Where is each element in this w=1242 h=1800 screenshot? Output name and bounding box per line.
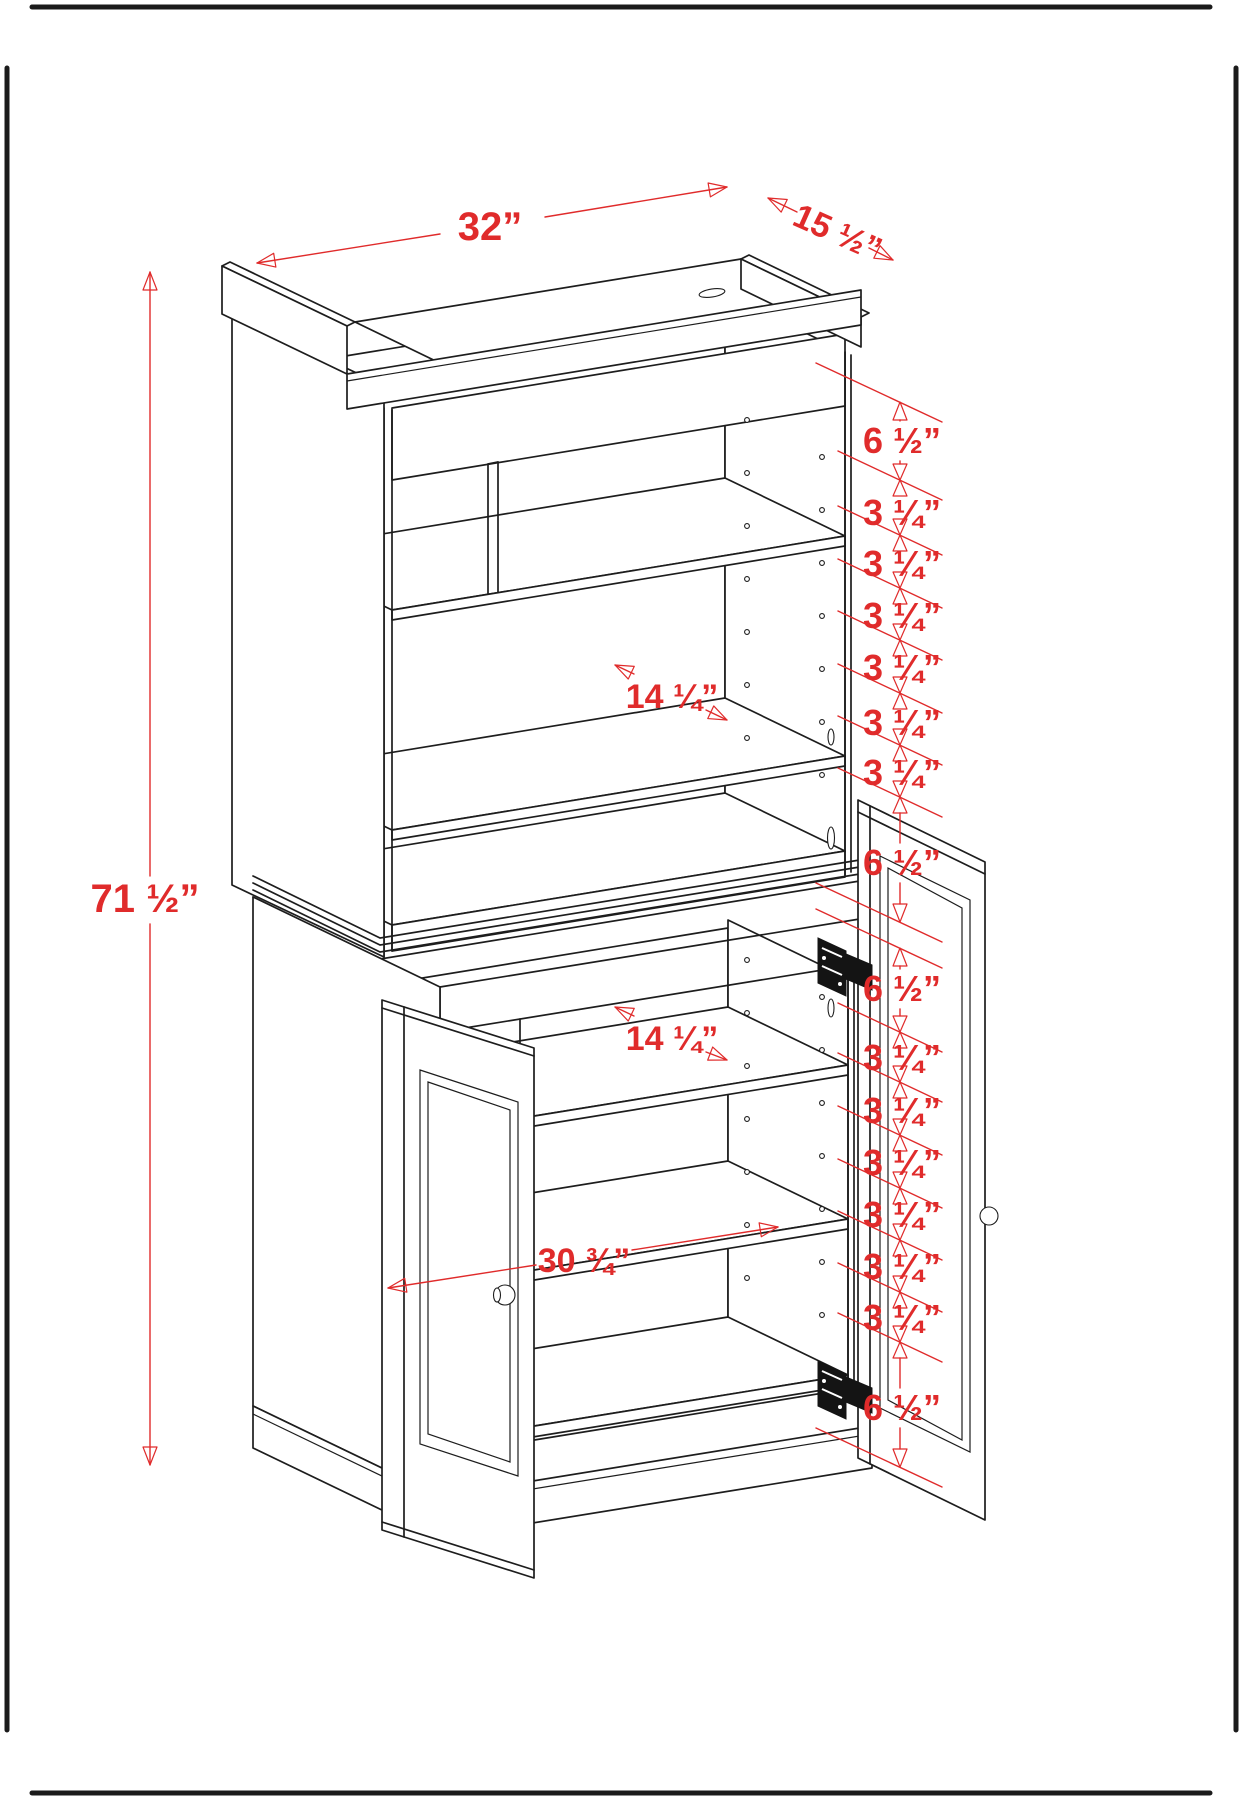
dimension-label-shelf-depth-lower: 14 ¼” (625, 1020, 719, 1058)
hutch-left-side (232, 314, 384, 957)
dimension-label-lower-shelf-spacing-7: 6 ½” (862, 1387, 942, 1428)
dimension-label-upper-shelf-spacing-2: 3 ¼” (862, 543, 942, 584)
dimension-label-upper-shelf-spacing-4: 3 ¼” (862, 647, 942, 688)
cabinet-right-wall (728, 920, 848, 1390)
dimension-label-lower-shelf-spacing-2: 3 ¼” (862, 1090, 942, 1131)
dimension-label-upper-shelf-spacing-1: 3 ¼” (862, 492, 942, 533)
dimension-label-lower-shelf-spacing-6: 3 ¼” (862, 1297, 942, 1338)
dimension-label-depth-top: 15 ½” (787, 196, 888, 270)
dimension-label-shelf-depth-upper: 14 ¼” (625, 678, 719, 716)
dimension-label-width-top: 32” (457, 205, 523, 249)
dimension-label-interior-width: 30 ¾” (537, 1242, 631, 1280)
base-cabinet (253, 858, 872, 1538)
dimension-label-lower-shelf-spacing-1: 3 ¼” (862, 1037, 942, 1078)
right-door-knob (980, 1207, 998, 1225)
dimension-label-lower-shelf-spacing-5: 3 ¼” (862, 1246, 942, 1287)
dimension-label-lower-shelf-spacing-0: 6 ½” (862, 968, 942, 1009)
dimension-label-upper-shelf-spacing-0: 6 ½” (862, 420, 942, 461)
dimension-label-upper-shelf-spacing-6: 3 ¼” (862, 752, 942, 793)
dimension-label-lower-shelf-spacing-3: 3 ¼” (862, 1142, 942, 1183)
dimension-label-upper-shelf-spacing-3: 3 ¼” (862, 595, 942, 636)
dimension-label-upper-shelf-spacing-7: 6 ½” (862, 842, 942, 883)
dimension-label-upper-shelf-spacing-5: 3 ¼” (862, 702, 942, 743)
dimension-label-height-left: 71 ½” (90, 877, 200, 921)
hutch (222, 255, 869, 957)
left-door (382, 1000, 534, 1578)
dimension-label-lower-shelf-spacing-4: 3 ¼” (862, 1194, 942, 1235)
